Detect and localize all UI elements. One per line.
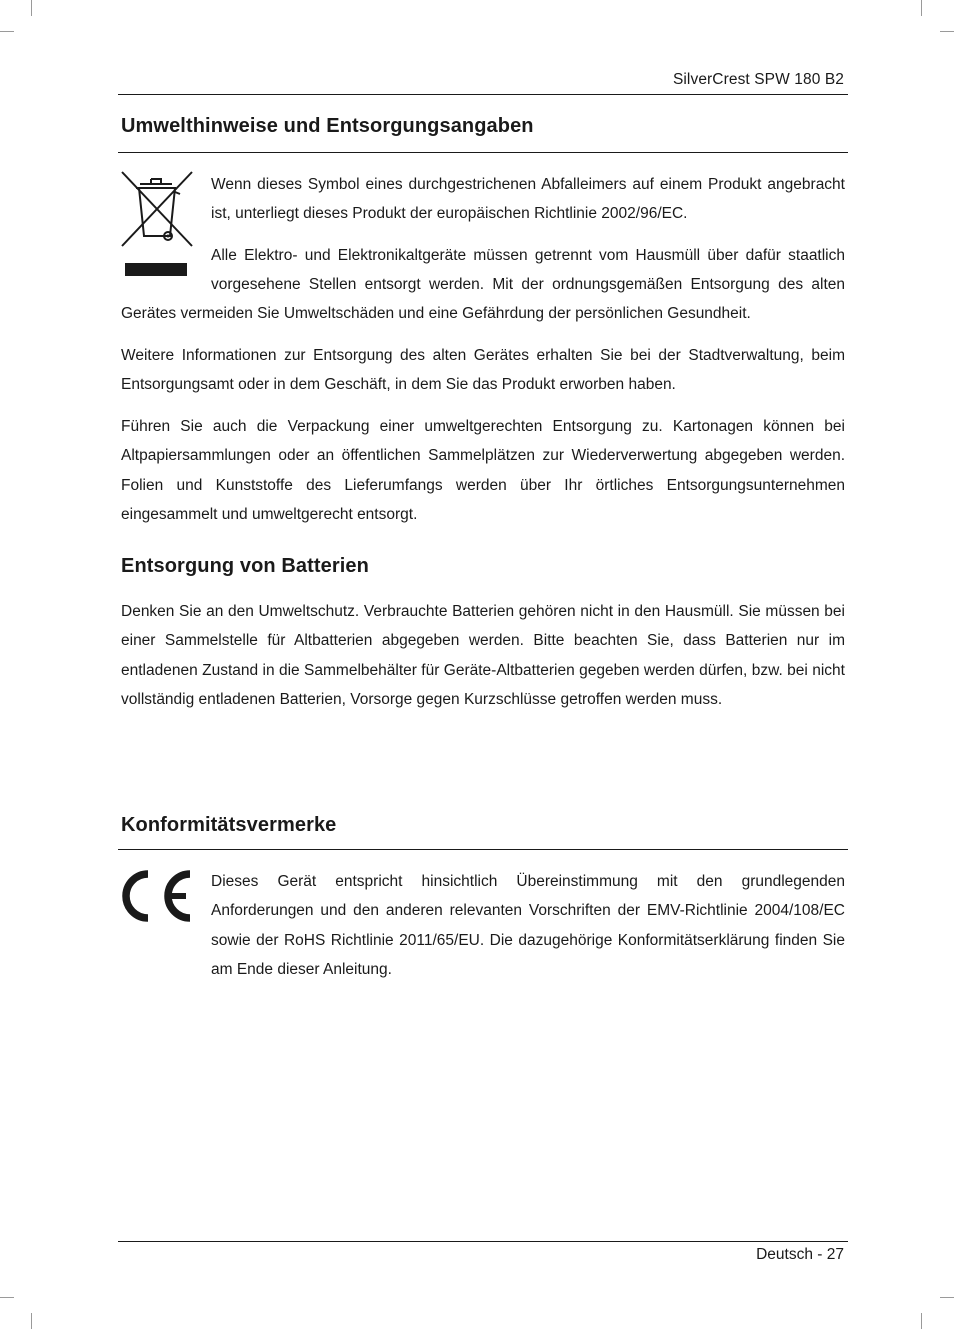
crop-mark-top-right-h — [940, 31, 954, 32]
paragraph-batteries: Denken Sie an den Umweltschutz. Verbrauchte Batterien gehören nicht in den Hausmüll. Sie müssen bei einer Sammelstelle für Altbatterien abgegeben werden. Bitte beachten Sie, dass Batterien nur im entladenen Zustand in die Sammelbehälter für Geräte-Altbatterien gegeben werden dürfen, bzw. bei nicht vollständig entladenen Batterien, Vorsorge gegen Kurzschlüsse getroffen werden muss. — [121, 603, 845, 708]
crop-mark-bottom-left-v — [31, 1313, 32, 1329]
paragraph-separate-collection: Alle Elektro- und Elektronikaltgeräte müssen getrennt vom Hausmüll über dafür staatlich vorgesehene Stellen entsorgt werden. Mit der ordnungsgemäßen Entsorgung des alten — [211, 247, 845, 294]
section-heading-disposal: Umwelthinweise und Entsorgungsangaben — [121, 115, 534, 137]
crop-mark-top-left-h — [0, 31, 14, 32]
section-rule-conformity — [118, 849, 848, 850]
ce-mark-icon — [119, 869, 195, 923]
header-rule — [118, 94, 848, 95]
document-header-title: SilverCrest SPW 180 B2 — [672, 71, 844, 88]
paragraph-further-information: Weitere Informationen zur Entsorgung des alten Gerätes erhalten Sie bei der Stadtverwaltung, beim Entsorgungsamt oder in dem Geschäft, in dem Sie das Produkt erworben haben. — [121, 347, 845, 394]
crop-mark-bottom-left-h — [0, 1297, 14, 1298]
crop-mark-bottom-right-v — [921, 1313, 922, 1329]
footer-rule — [118, 1241, 848, 1242]
paragraph-separate-collection-cont: Gerätes vermeiden Sie Umweltschäden und eine Gefährdung der persönlichen Gesundheit. — [121, 305, 751, 322]
section-rule-disposal — [118, 152, 848, 153]
paragraph-conformity: Dieses Gerät entspricht hinsichtlich Übereinstimmung mit den grundlegenden Anforderungen und den anderen relevanten Vorschriften der EMV-Richtlinie 2004/108/EC sowie der RoHS Richtlinie 2011/65/EU. Die dazugehörige Konformitätserklärung finden Sie am Ende dieser Anleitung. — [211, 873, 845, 978]
crop-mark-top-right-v — [921, 0, 922, 16]
section-heading-conformity: Konformitätsvermerke — [121, 814, 337, 836]
crossed-out-wheelie-bin-icon — [120, 170, 194, 278]
section-heading-batteries: Entsorgung von Batterien — [121, 555, 369, 577]
crop-mark-top-left-v — [31, 0, 32, 16]
paragraph-packaging: Führen Sie auch die Verpackung einer umweltgerechten Entsorgung zu. Kartonagen können bei Altpapiersammlungen oder an öffentlichen Sammelplätzen zur Wiederverwertung abgegeben werden. Folien und Kunststoffe des Lieferumfangs werden über Ihr örtliches Entsorgungsunternehmen eingesammelt und umweltgerecht entsorgt. — [121, 418, 845, 523]
page-number-label: Deutsch - 27 — [756, 1246, 844, 1263]
crop-mark-bottom-right-h — [940, 1297, 954, 1298]
paragraph-weee-symbol: Wenn dieses Symbol eines durchgestrichenen Abfalleimers auf einem Produkt angebracht ist, unterliegt dieses Produkt der europäischen Richtlinie 2002/96/EC. — [211, 176, 845, 223]
